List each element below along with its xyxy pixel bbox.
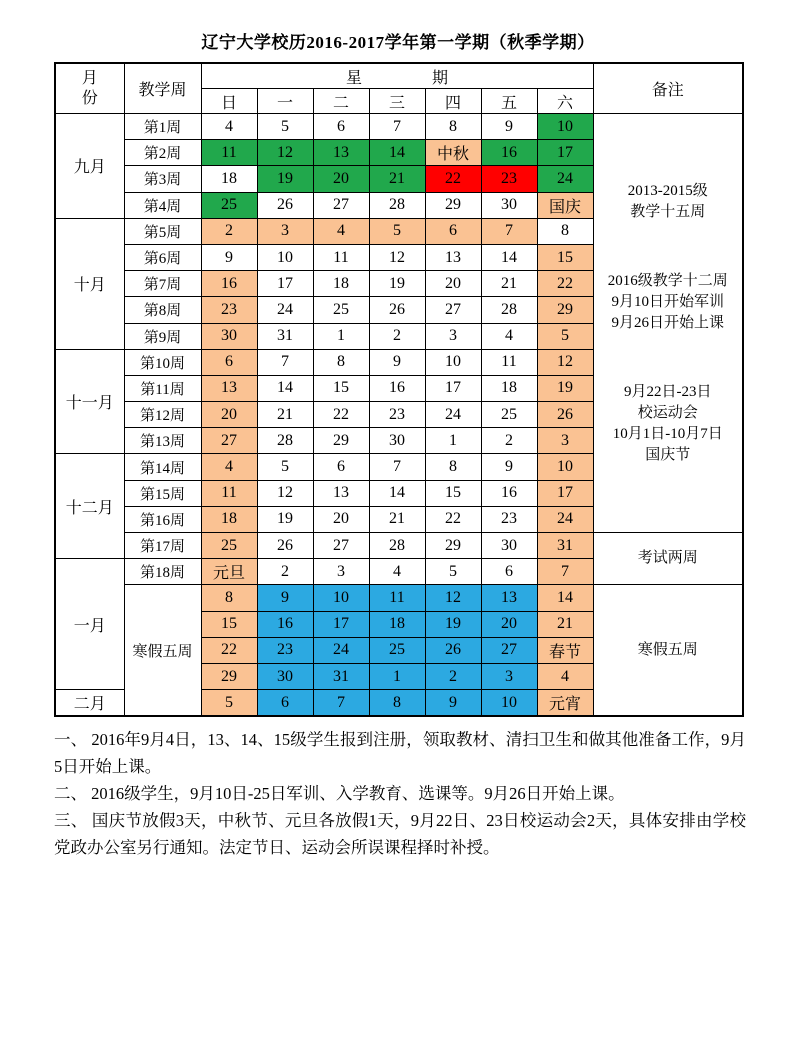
day-cell: 11 xyxy=(201,480,257,506)
day-cell: 15 xyxy=(201,611,257,637)
month-cell: 十二月 xyxy=(55,454,124,559)
day-cell: 5 xyxy=(425,559,481,585)
day-cell: 10 xyxy=(537,454,593,480)
day-cell: 8 xyxy=(369,690,425,717)
col-header-month xyxy=(55,63,124,114)
calendar-table xyxy=(54,62,744,717)
day-cell: 30 xyxy=(369,428,425,454)
col-header-teaching-week: 教学周 xyxy=(124,63,201,114)
weekday-header-sat: 六 xyxy=(537,89,593,114)
day-cell: 5 xyxy=(369,218,425,244)
calendar-row xyxy=(55,533,743,559)
day-cell: 18 xyxy=(313,271,369,297)
page-title: 辽宁大学校历2016-2017学年第一学期（秋季学期） xyxy=(201,33,595,52)
day-cell: 11 xyxy=(369,585,425,611)
day-cell: 9 xyxy=(481,454,537,480)
day-cell: 12 xyxy=(537,349,593,375)
day-cell: 22 xyxy=(425,166,481,192)
day-cell: 17 xyxy=(537,140,593,166)
day-cell: 18 xyxy=(201,506,257,532)
day-cell: 23 xyxy=(481,166,537,192)
day-cell: 12 xyxy=(369,244,425,270)
day-cell: 25 xyxy=(481,402,537,428)
day-cell: 26 xyxy=(257,533,313,559)
note-line-2: 二、 2016级学生，9月10日-25日军训、入学教育、选课等。9月26日开始上课。 xyxy=(54,784,625,804)
day-cell: 25 xyxy=(201,192,257,218)
day-cell: 21 xyxy=(257,402,313,428)
day-cell: 24 xyxy=(537,506,593,532)
day-cell: 29 xyxy=(201,663,257,689)
week-cell: 第4周 xyxy=(124,192,201,218)
day-cell: 29 xyxy=(425,192,481,218)
day-cell: 8 xyxy=(201,585,257,611)
remark-block xyxy=(594,181,743,223)
week-cell: 第11周 xyxy=(124,375,201,401)
day-cell: 23 xyxy=(481,506,537,532)
day-cell: 25 xyxy=(201,533,257,559)
day-cell: 21 xyxy=(369,506,425,532)
day-cell: 9 xyxy=(369,349,425,375)
week-cell: 第14周 xyxy=(124,454,201,480)
day-cell: 19 xyxy=(537,375,593,401)
weekday-header-mon: 一 xyxy=(257,89,313,114)
day-cell: 13 xyxy=(313,140,369,166)
day-cell: 30 xyxy=(481,192,537,218)
day-cell: 6 xyxy=(201,349,257,375)
day-cell: 11 xyxy=(201,140,257,166)
remark-block xyxy=(594,382,743,466)
day-cell: 10 xyxy=(537,114,593,140)
day-cell: 14 xyxy=(537,585,593,611)
weekday-header-tue: 二 xyxy=(313,89,369,114)
day-cell: 5 xyxy=(537,323,593,349)
day-cell: 元宵 xyxy=(537,690,593,717)
day-cell: 21 xyxy=(481,271,537,297)
remark-cell xyxy=(593,585,743,716)
weekday-header-thu: 四 xyxy=(425,89,481,114)
day-cell: 20 xyxy=(481,611,537,637)
day-cell: 16 xyxy=(369,375,425,401)
week-cell: 第16周 xyxy=(124,506,201,532)
day-cell: 5 xyxy=(257,114,313,140)
day-cell: 7 xyxy=(369,454,425,480)
day-cell: 14 xyxy=(257,375,313,401)
day-cell: 3 xyxy=(257,218,313,244)
day-cell: 30 xyxy=(201,323,257,349)
week-cell: 第3周 xyxy=(124,166,201,192)
week-cell: 第1周 xyxy=(124,114,201,140)
day-cell: 15 xyxy=(537,244,593,270)
day-cell: 17 xyxy=(257,271,313,297)
day-cell: 29 xyxy=(425,533,481,559)
month-cell: 二月 xyxy=(55,690,124,717)
weekday-header-sun: 日 xyxy=(201,89,257,114)
day-cell: 4 xyxy=(201,114,257,140)
day-cell: 27 xyxy=(425,297,481,323)
week-cell: 第2周 xyxy=(124,140,201,166)
week-cell: 第9周 xyxy=(124,323,201,349)
day-cell: 4 xyxy=(369,559,425,585)
week-cell: 第17周 xyxy=(124,533,201,559)
day-cell: 2 xyxy=(257,559,313,585)
day-cell: 9 xyxy=(257,585,313,611)
month-cell: 一月 xyxy=(55,559,124,690)
col-header-remarks: 备注 xyxy=(593,63,743,114)
day-cell: 9 xyxy=(425,690,481,717)
day-cell: 23 xyxy=(369,402,425,428)
day-cell: 20 xyxy=(425,271,481,297)
document-page xyxy=(0,28,800,861)
day-cell: 8 xyxy=(313,349,369,375)
day-cell: 17 xyxy=(537,480,593,506)
calendar-row xyxy=(55,585,743,611)
remark-line: 10月1日-10月7日 xyxy=(612,425,723,442)
remark-line: 考试两周 xyxy=(637,550,698,567)
day-cell: 10 xyxy=(425,349,481,375)
day-cell: 7 xyxy=(257,349,313,375)
weekday-header-fri: 五 xyxy=(481,89,537,114)
day-cell: 29 xyxy=(313,428,369,454)
day-cell: 3 xyxy=(537,428,593,454)
week-cell: 第12周 xyxy=(124,402,201,428)
day-cell: 国庆 xyxy=(537,192,593,218)
calendar-header xyxy=(55,63,743,114)
day-cell: 7 xyxy=(313,690,369,717)
day-cell: 27 xyxy=(481,637,537,663)
notes-section xyxy=(54,726,746,861)
day-cell: 5 xyxy=(257,454,313,480)
day-cell: 27 xyxy=(313,192,369,218)
week-cell: 寒假五周 xyxy=(124,585,201,716)
day-cell: 30 xyxy=(481,533,537,559)
day-cell: 19 xyxy=(257,166,313,192)
week-cell: 第15周 xyxy=(124,480,201,506)
col-header-month-line1: 月 xyxy=(81,69,98,87)
day-cell: 22 xyxy=(201,637,257,663)
month-cell: 十一月 xyxy=(55,349,124,454)
week-cell: 第6周 xyxy=(124,244,201,270)
day-cell: 10 xyxy=(257,244,313,270)
day-cell: 13 xyxy=(313,480,369,506)
day-cell: 8 xyxy=(425,114,481,140)
day-cell: 20 xyxy=(201,402,257,428)
day-cell: 13 xyxy=(481,585,537,611)
col-header-weekday-group xyxy=(201,63,593,89)
day-cell: 7 xyxy=(369,114,425,140)
day-cell: 12 xyxy=(257,140,313,166)
day-cell: 3 xyxy=(425,323,481,349)
day-cell: 13 xyxy=(425,244,481,270)
day-cell: 30 xyxy=(257,663,313,689)
day-cell: 24 xyxy=(537,166,593,192)
day-cell: 24 xyxy=(257,297,313,323)
day-cell: 中秋 xyxy=(425,140,481,166)
weekday-group-char-left: 星 xyxy=(345,69,362,87)
week-cell: 第13周 xyxy=(124,428,201,454)
month-cell: 十月 xyxy=(55,218,124,349)
remark-block xyxy=(594,548,743,569)
remark-line: 9月26日开始上课 xyxy=(611,314,724,331)
day-cell: 28 xyxy=(369,192,425,218)
calendar-body xyxy=(55,114,743,717)
day-cell: 16 xyxy=(201,271,257,297)
day-cell: 24 xyxy=(425,402,481,428)
calendar-row xyxy=(55,114,743,140)
day-cell: 1 xyxy=(425,428,481,454)
week-cell: 第18周 xyxy=(124,559,201,585)
remark-line: 校运动会 xyxy=(637,404,698,421)
week-cell: 第10周 xyxy=(124,349,201,375)
day-cell: 8 xyxy=(537,218,593,244)
day-cell: 6 xyxy=(313,454,369,480)
day-cell: 20 xyxy=(313,506,369,532)
day-cell: 11 xyxy=(313,244,369,270)
day-cell: 14 xyxy=(481,244,537,270)
day-cell: 24 xyxy=(313,637,369,663)
day-cell: 19 xyxy=(425,611,481,637)
day-cell: 6 xyxy=(481,559,537,585)
day-cell: 10 xyxy=(481,690,537,717)
day-cell: 25 xyxy=(313,297,369,323)
day-cell: 21 xyxy=(537,611,593,637)
day-cell: 23 xyxy=(257,637,313,663)
day-cell: 6 xyxy=(313,114,369,140)
day-cell: 2 xyxy=(481,428,537,454)
day-cell: 5 xyxy=(201,690,257,717)
day-cell: 1 xyxy=(313,323,369,349)
day-cell: 7 xyxy=(481,218,537,244)
day-cell: 元旦 xyxy=(201,559,257,585)
weekday-group-char-right: 期 xyxy=(432,69,449,87)
note-line-1: 一、 2016年9月4日，13、14、15级学生报到注册，领取教材、清扫卫生和做其他准备工作，9月5日开始上课。 xyxy=(54,730,746,777)
day-cell: 29 xyxy=(537,297,593,323)
day-cell: 10 xyxy=(313,585,369,611)
day-cell: 20 xyxy=(313,166,369,192)
day-cell: 2 xyxy=(201,218,257,244)
remark-line: 寒假五周 xyxy=(637,641,698,658)
day-cell: 28 xyxy=(369,533,425,559)
day-cell: 18 xyxy=(201,166,257,192)
day-cell: 14 xyxy=(369,480,425,506)
day-cell: 31 xyxy=(257,323,313,349)
weekday-header-wed: 三 xyxy=(369,89,425,114)
day-cell: 12 xyxy=(425,585,481,611)
day-cell: 16 xyxy=(481,140,537,166)
day-cell: 27 xyxy=(313,533,369,559)
day-cell: 13 xyxy=(201,375,257,401)
day-cell: 16 xyxy=(481,480,537,506)
day-cell: 21 xyxy=(369,166,425,192)
week-cell: 第5周 xyxy=(124,218,201,244)
remark-line: 国庆节 xyxy=(645,446,691,463)
day-cell: 31 xyxy=(537,533,593,559)
day-cell: 4 xyxy=(201,454,257,480)
day-cell: 28 xyxy=(257,428,313,454)
day-cell: 26 xyxy=(369,297,425,323)
day-cell: 27 xyxy=(201,428,257,454)
day-cell: 22 xyxy=(537,271,593,297)
remark-line: 9月22日-23日 xyxy=(624,383,712,400)
day-cell: 9 xyxy=(201,244,257,270)
day-cell: 6 xyxy=(425,218,481,244)
day-cell: 4 xyxy=(313,218,369,244)
day-cell: 春节 xyxy=(537,637,593,663)
day-cell: 26 xyxy=(257,192,313,218)
day-cell: 22 xyxy=(425,506,481,532)
week-cell: 第7周 xyxy=(124,271,201,297)
month-cell: 九月 xyxy=(55,114,124,219)
day-cell: 15 xyxy=(425,480,481,506)
remark-line: 9月10日开始军训 xyxy=(611,293,724,310)
day-cell: 3 xyxy=(313,559,369,585)
day-cell: 3 xyxy=(481,663,537,689)
remark-block xyxy=(594,271,743,334)
day-cell: 9 xyxy=(481,114,537,140)
day-cell: 15 xyxy=(313,375,369,401)
day-cell: 8 xyxy=(425,454,481,480)
day-cell: 18 xyxy=(369,611,425,637)
day-cell: 4 xyxy=(537,663,593,689)
day-cell: 26 xyxy=(537,402,593,428)
remark-cell xyxy=(593,114,743,533)
day-cell: 6 xyxy=(257,690,313,717)
remark-block xyxy=(594,640,743,661)
day-cell: 1 xyxy=(369,663,425,689)
day-cell: 25 xyxy=(369,637,425,663)
day-cell: 17 xyxy=(425,375,481,401)
day-cell: 7 xyxy=(537,559,593,585)
day-cell: 16 xyxy=(257,611,313,637)
day-cell: 19 xyxy=(257,506,313,532)
day-cell: 28 xyxy=(481,297,537,323)
day-cell: 14 xyxy=(369,140,425,166)
day-cell: 11 xyxy=(481,349,537,375)
day-cell: 4 xyxy=(481,323,537,349)
remark-line: 2013-2015级 xyxy=(627,182,708,199)
day-cell: 26 xyxy=(425,637,481,663)
day-cell: 19 xyxy=(369,271,425,297)
day-cell: 17 xyxy=(313,611,369,637)
remark-line: 2016级教学十二周 xyxy=(607,272,728,289)
header-row-1 xyxy=(55,63,743,89)
note-line-3: 三、 国庆节放假3天，中秋节、元旦各放假1天，9月22日、23日校运动会2天，具体安排由学校党政办公室另行通知。法定节日、运动会所误课程择时补授。 xyxy=(54,811,746,858)
day-cell: 18 xyxy=(481,375,537,401)
day-cell: 2 xyxy=(425,663,481,689)
col-header-month-line2: 份 xyxy=(81,89,98,107)
day-cell: 2 xyxy=(369,323,425,349)
remark-cell xyxy=(593,533,743,585)
day-cell: 22 xyxy=(313,402,369,428)
day-cell: 12 xyxy=(257,480,313,506)
remark-line: 教学十五周 xyxy=(630,203,706,220)
day-cell: 31 xyxy=(313,663,369,689)
week-cell: 第8周 xyxy=(124,297,201,323)
day-cell: 23 xyxy=(201,297,257,323)
